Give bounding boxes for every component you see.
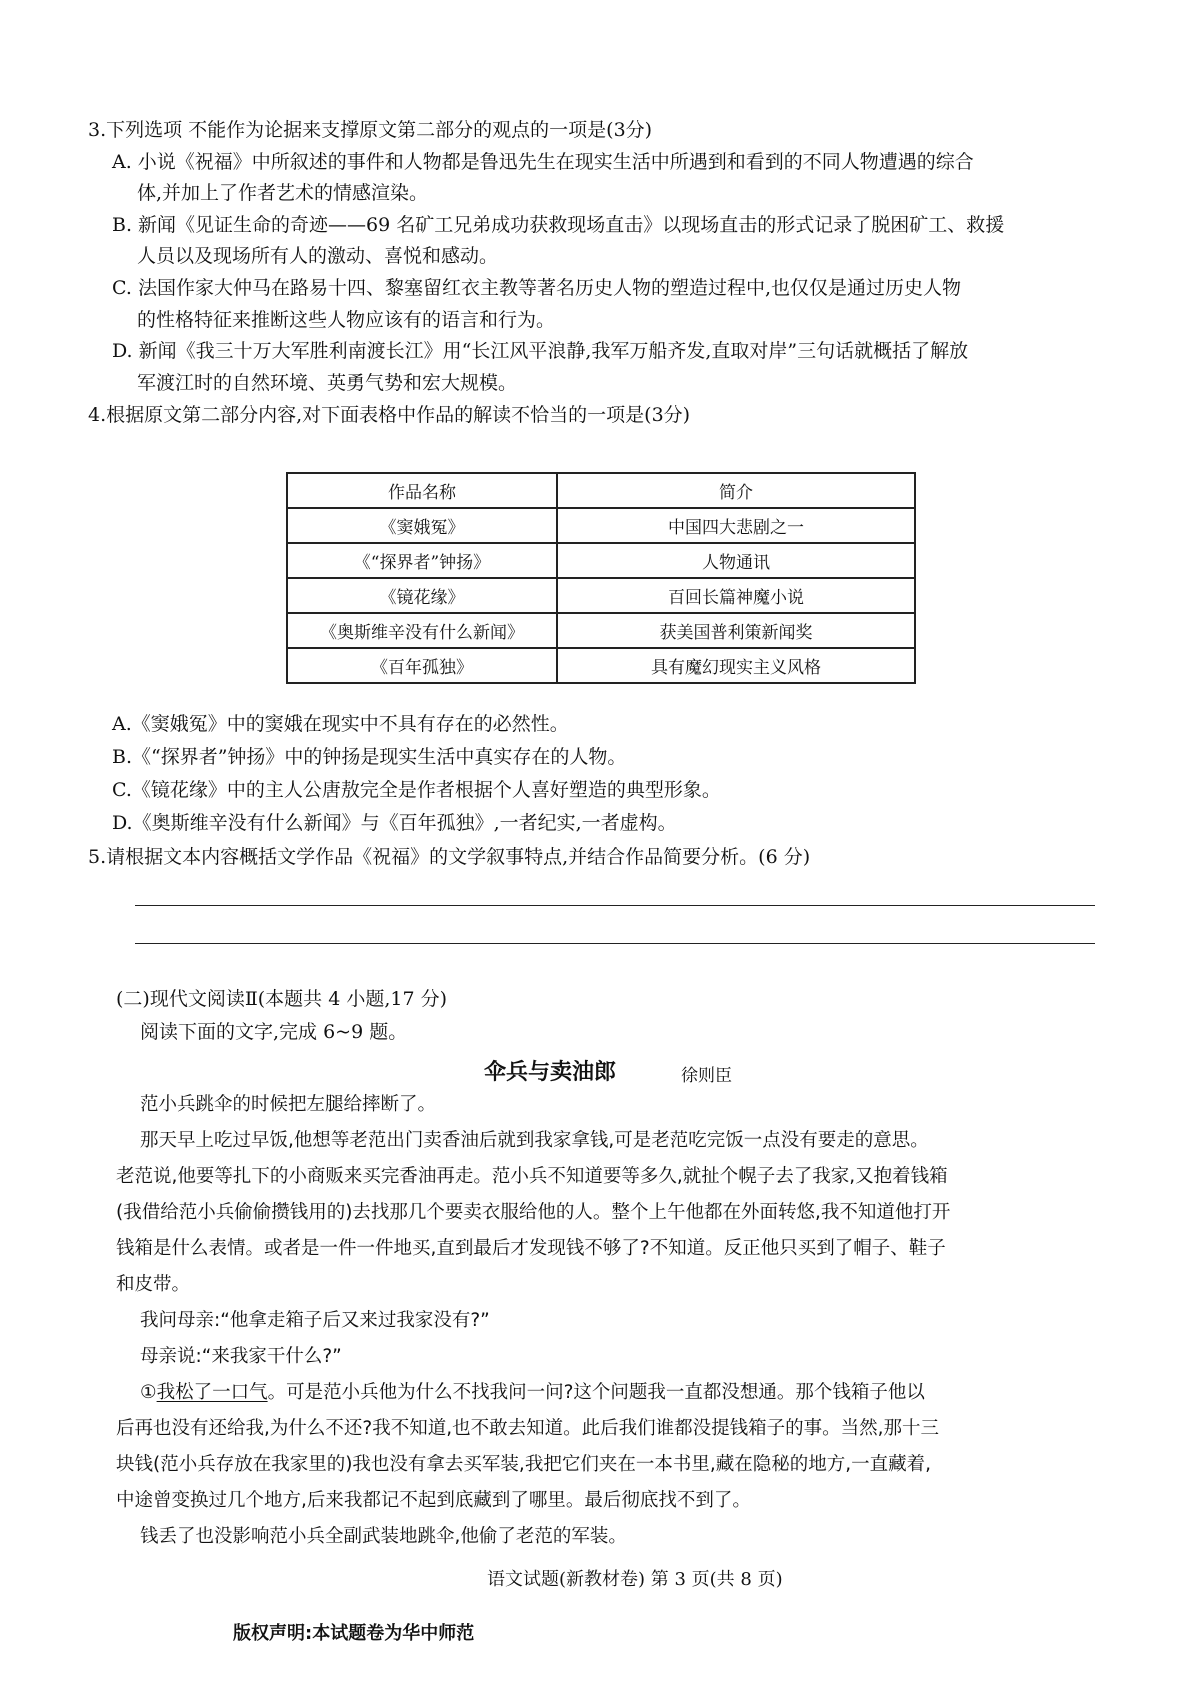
story-line: 那天早上吃过早饭,他想等老范出门卖香油后就到我家拿钱,可是老范吃完饭一点没有要走的意思。 [140, 1130, 929, 1151]
story-line: 我问母亲:“他拿走箱子后又来过我家没有?” [140, 1310, 490, 1331]
table-row [287, 508, 915, 543]
q3-option-b: B. 新闻《见证生命的奇迹——69 名矿工兄弟成功获救现场直击》以现场直击的形式记录了脱困矿工、救援 [112, 214, 1005, 236]
table-row [287, 578, 915, 613]
table-row [287, 543, 915, 578]
header-summary: 简介 [557, 473, 915, 508]
table-cell: 具有魔幻现实主义风格 [557, 648, 915, 683]
q3-option-b-cont: 人员以及现场所有人的激动、喜悦和感动。 [137, 245, 499, 267]
q4-option-d: D.《奥斯维辛没有什么新闻》与《百年孤独》,一者纪实,一者虚构。 [112, 812, 677, 834]
story-line: 和皮带。 [116, 1274, 191, 1295]
table-cell: 《窦娥冤》 [287, 508, 557, 543]
story-line: 母亲说:“来我家干什么?” [140, 1346, 342, 1367]
table-row [287, 648, 915, 683]
q3-option-a: A. 小说《祝福》中所叙述的事件和人物都是鲁迅先生在现实生活中所遇到和看到的不同人物遭遇的综合 [112, 151, 974, 173]
table-cell: 《镜花缘》 [287, 578, 557, 613]
story-line: 老范说,他要等扎下的小商贩来买完香油再走。范小兵不知道要等多久,就扯个幌子去了我家,又抱着钱箱 [116, 1166, 948, 1187]
answer-line-2[interactable] [135, 943, 1095, 944]
section-heading: (二)现代文阅读Ⅱ(本题共 4 小题,17 分) [116, 988, 447, 1010]
story-line [140, 1381, 925, 1406]
story-line: 钱丢了也没影响范小兵全副武装地跳伞,他偷了老范的军装。 [140, 1526, 627, 1547]
page-footer: 语文试题(新教材卷) 第 3 页(共 8 页) [487, 1569, 783, 1590]
underlined-sentence: 我松了一口气 [156, 1382, 268, 1403]
table-header-row [287, 473, 915, 508]
story-text: 。可是范小兵他为什么不找我问一问?这个问题我一直都没想通。那个钱箱子他以 [267, 1382, 925, 1403]
q5-stem: 5.请根据文本内容概括文学作品《祝福》的文学叙事特点,并结合作品简要分析。(6 分) [88, 846, 811, 868]
header-work-name: 作品名称 [287, 473, 557, 508]
table-cell: 《百年孤独》 [287, 648, 557, 683]
q3-option-c: C. 法国作家大仲马在路易十四、黎塞留红衣主教等著名历史人物的塑造过程中,也仅仅是通过历史人物 [112, 277, 961, 299]
table-row [287, 613, 915, 648]
q4-stem: 4.根据原文第二部分内容,对下面表格中作品的解读不恰当的一项是(3分) [88, 404, 691, 426]
story-line: 范小兵跳伞的时候把左腿给摔断了。 [140, 1094, 437, 1115]
table-cell: 《奥斯维辛没有什么新闻》 [287, 613, 557, 648]
q3-option-a-cont: 体,并加上了作者艺术的情感渲染。 [137, 182, 429, 204]
answer-line-1[interactable] [135, 905, 1095, 906]
table-cell: 百回长篇神魔小说 [557, 578, 915, 613]
section-instruction: 阅读下面的文字,完成 6~9 题。 [140, 1021, 408, 1043]
q3-option-d: D. 新闻《我三十万大军胜利南渡长江》用“长江风平浪静,我军万船齐发,直取对岸”三句话就概括了解放 [112, 340, 969, 362]
table-cell: 获美国普利策新闻奖 [557, 613, 915, 648]
story-line: 中途曾变换过几个地方,后来我都记不起到底藏到了哪里。最后彻底找不到了。 [116, 1490, 751, 1511]
article-author: 徐则臣 [681, 1066, 732, 1086]
q4-option-b: B.《“探界者”钟扬》中的钟扬是现实生活中真实存在的人物。 [112, 746, 627, 768]
works-table [286, 472, 916, 684]
q4-option-c: C.《镜花缘》中的主人公唐敖完全是作者根据个人喜好塑造的典型形象。 [112, 779, 721, 801]
article-title: 伞兵与卖油郎 [484, 1059, 617, 1085]
table-cell: 《“探界者”钟扬》 [287, 543, 557, 578]
q3-option-d-cont: 军渡江时的自然环境、英勇气势和宏大规模。 [137, 372, 518, 394]
story-line: (我借给范小兵偷偷攒钱用的)去找那几个要卖衣服给他的人。整个上午他都在外面转悠,我不知道他打开 [116, 1202, 951, 1223]
q4-option-a: A.《窦娥冤》中的窦娥在现实中不具有存在的必然性。 [112, 713, 569, 735]
story-line: 块钱(范小兵存放在我家里的)我也没有拿去买军装,我把它们夹在一本书里,藏在隐秘的地方,一直藏着, [116, 1454, 931, 1475]
table-cell: 中国四大悲剧之一 [557, 508, 915, 543]
table-cell: 人物通讯 [557, 543, 915, 578]
story-line: 钱箱是什么表情。或者是一件一件地买,直到最后才发现钱不够了?不知道。反正他只买到了帽子、鞋子 [116, 1238, 946, 1259]
q3-option-c-cont: 的性格特征来推断这些人物应该有的语言和行为。 [137, 309, 556, 331]
q3-stem: 3.下列选项 不能作为论据来支撑原文第二部分的观点的一项是(3分) [88, 119, 653, 141]
story-line: 后再也没有还给我,为什么不还?我不知道,也不敢去知道。此后我们谁都没提钱箱子的事。当然,那十三 [116, 1418, 939, 1439]
copyright-notice: 版权声明:本试题卷为华中师范 [233, 1623, 475, 1644]
circled-number-marker: ① [140, 1382, 157, 1403]
